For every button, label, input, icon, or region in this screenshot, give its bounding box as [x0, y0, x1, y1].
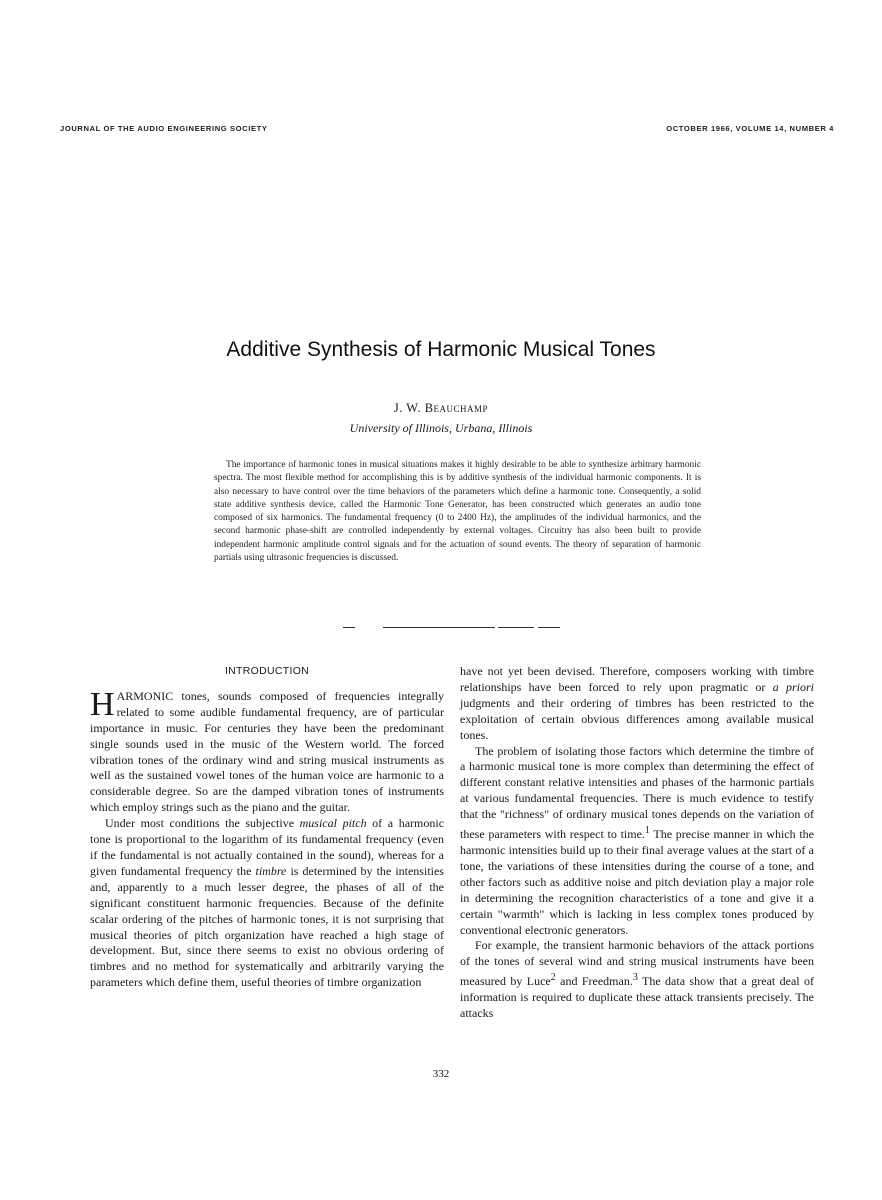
author-affiliation: University of Illinois, Urbana, Illinois — [349, 421, 533, 435]
footnote-ref-2[interactable]: 2 — [550, 972, 556, 984]
left-column — [90, 664, 444, 991]
paper-title: Additive Synthesis of Harmonic Musical Tones — [226, 338, 656, 361]
author-name: J. W. Beauchamp — [393, 401, 489, 415]
separator-rule-mid — [498, 627, 534, 628]
footnote-ref-1[interactable]: 1 — [644, 825, 650, 837]
intro-paragraph-1-text: ARMONIC tones, sounds composed of frequencies integrally related to some audible fundamental frequency, are of particular importance in music. For centuries they have been the predominant single sounds used in the music of the Western world. The forced vibration tones of the ordinary wind and string musical instruments as well as the sustained vowel tones of the human voice are harmonic to a considerable degree. So are the damped vibration tones of instruments which employ strings such as the piano and the guitar. — [90, 688, 444, 815]
intro-paragraph-2: Under most conditions the subjective musical pitch of a harmonic tone is proportional to the logarithm of its fundamental frequency (even if the fundamental is not actually contained in the sound), whereas for a given fundamental frequency the timbre is determined by the intensities and, apparently to a much lesser degree, the phases of all of the significant constituent harmonic frequencies. Because of the definite scalar ordering of the pitches of harmonic tones, it is not surprising that musical theories of pitch organization have reached a high stage of development. But, since there seems to exist no obvious ordering of timbres and no method for systematically and arbitrarily varying the parameters which define them, useful theories of timbre organization — [90, 816, 445, 990]
page-number: 332 — [432, 1068, 450, 1080]
separator-rule-short — [538, 627, 560, 628]
intro-paragraph-5: For example, the transient harmonic behaviors of the attack portions of the tones of several wind and string musical instruments have been measured by Luce$^2$ and Freedman.$^3$ The data show that a great deal of information is required to duplicate these attack transients precisely. The attacks — [460, 938, 815, 1021]
term-a-priori: a priori — [772, 679, 814, 694]
section-heading-introduction: INTRODUCTION — [224, 665, 310, 677]
drop-cap: H — [90, 685, 115, 723]
journal-name: JOURNAL OF THE AUDIO ENGINEERING SOCIETY — [60, 124, 268, 133]
term-timbre: timbre — [255, 863, 287, 878]
term-musical-pitch: musical pitch — [299, 816, 367, 831]
abstract: The importance of harmonic tones in musical situations makes it highly desirable to be able to synthesize arbitrary harmonic spectra. The most flexible method for accomplishing this is by additive synthesis of the individual harmonic components. It is also necessary to have control over the time behaviors of the parameters which define a harmonic tone. Consequently, a solid state additive synthesis device, called the Harmonic Tone Generator, has been constructed which generates an audio tone composed of six harmonics. The fundamental frequency (0 to 2400 Hz), the amplitudes of the individual harmonics, and the second harmonic phase-shift are controlled independently by external voltages. Circuitry has also been built to provide independent harmonic amplitude control signals and for the actuation of sound events. The theory of separation of harmonic partials using ultrasonic frequencies is discussed. — [214, 460, 701, 564]
intro-paragraph-1 — [90, 685, 444, 816]
running-header — [60, 124, 834, 133]
intro-paragraph-3: have not yet been devised. Therefore, composers working with timbre relationships have been forced to rely upon pragmatic or a priori judgments and their ordering of timbres has been restricted to the exploitation of certain obvious differences among available musical tones. — [460, 664, 814, 742]
separator-rule-long — [383, 627, 495, 628]
intro-paragraph-4: The problem of isolating those factors which determine the timbre of a harmonic musical tone is more complex than determining the effect of different constant relative intensities and phases of the harmonic partials at various fundamental frequencies. There is much evidence to testify that the "richness" of ordinary musical tones depends on the variation of these parameters with respect to time.$^1$ The precise manner in which the harmonic intensities build up to their final average values at the start of a tone, the variations of these intensities during the course of a tone, and other factors such as additive noise and pitch deviation play a major role in determining the recognition characteristics of a tone and give it a certain "warmth" which is lacking in less complex tones produced by conventional electronic generators. — [460, 743, 814, 937]
issue-info: OCTOBER 1966, VOLUME 14, NUMBER 4 — [666, 124, 834, 133]
footnote-ref-3[interactable]: 3 — [632, 972, 638, 984]
right-column — [460, 664, 814, 1022]
separator-rule-dash — [343, 627, 355, 628]
